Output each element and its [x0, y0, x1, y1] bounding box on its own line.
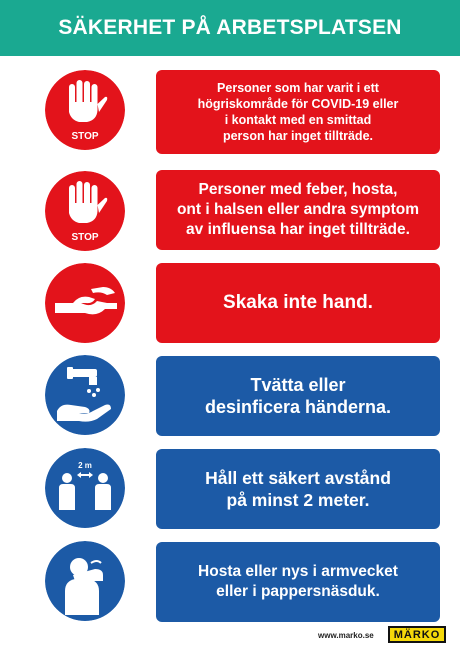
distance-icon	[45, 448, 125, 528]
rule-panel-5	[156, 449, 440, 529]
rule-text-6: Hosta eller nys i armvecket eller i pappersnäsduk.	[198, 563, 398, 600]
rule-text-2: Personer med feber, hosta, ont i halsen eller andra symptom av influensa har inget tillträde.	[176, 181, 420, 238]
rule-panel-6	[156, 542, 440, 622]
stop-label: STOP	[71, 131, 99, 142]
distance-label: 2 m	[78, 461, 92, 470]
rule-panel-4	[156, 356, 440, 436]
stop-label: STOP	[71, 232, 99, 243]
brand-logo: MÄRKO	[388, 626, 446, 643]
rule-text-5: Håll ett säkert avstånd på minst 2 meter.	[205, 468, 391, 510]
rule-text-1: Personer som har varit i ett högriskområde för COVID-19 eller i kontakt med en smittad person har inget tillträde.	[197, 81, 399, 143]
rule-panel-1	[156, 70, 440, 154]
stop-hand-icon	[45, 171, 125, 251]
rule-text-4: Tvätta eller desinficera händerna.	[204, 375, 392, 417]
no-handshake-icon	[45, 263, 125, 343]
page-title: SÄKERHET PÅ ARBETSPLATSEN	[58, 16, 402, 39]
rule-panel-2	[156, 170, 440, 250]
rule-panel-3	[156, 263, 440, 343]
wash-hands-icon	[45, 355, 125, 435]
stop-hand-icon	[45, 70, 125, 150]
cough-elbow-icon	[45, 541, 125, 621]
footer-url: www.marko.se	[318, 631, 374, 640]
header-banner	[0, 0, 460, 56]
rule-text-3: Skaka inte hand.	[223, 292, 373, 313]
